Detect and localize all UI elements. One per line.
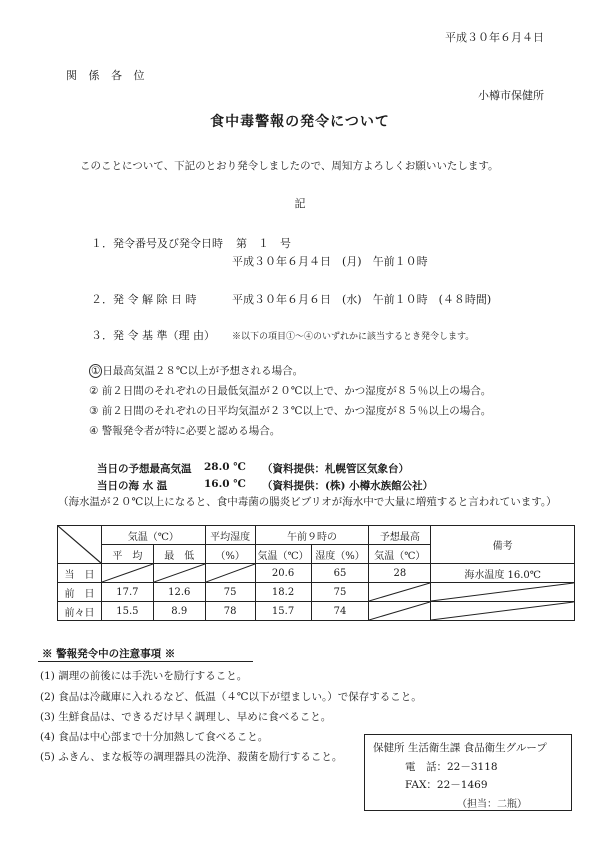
criterion-number: ③ bbox=[89, 405, 99, 417]
sea-temp-value: 16.0 ℃ bbox=[204, 478, 246, 490]
addressee: 関 係 各 位 bbox=[66, 69, 149, 82]
cell-nine-humidity: 65 bbox=[311, 564, 369, 583]
contact-dept: 保健所 生活衛生課 食品衛生グループ bbox=[373, 742, 547, 754]
table-row bbox=[58, 583, 575, 602]
row-label: 当 日 bbox=[58, 564, 102, 583]
header-avg-humidity-unit: （%） bbox=[205, 545, 255, 564]
caution-heading: ※ 警報発令中の注意事項 ※ bbox=[42, 648, 176, 660]
empty-cell bbox=[431, 602, 575, 621]
cell-temp-avg: 15.5 bbox=[101, 602, 153, 621]
corner-cell bbox=[58, 526, 102, 564]
cell-temp-min: 8.9 bbox=[153, 602, 205, 621]
criterion-3 bbox=[89, 403, 491, 418]
section3-label: ３．発 令 基 準（理 由） bbox=[91, 329, 215, 342]
diagonal-line bbox=[58, 526, 101, 563]
document-date: 平成３０年６月４日 bbox=[445, 31, 544, 44]
cell-forecast-max: 28 bbox=[369, 564, 431, 583]
cell-temp-avg: 17.7 bbox=[101, 583, 153, 602]
header-nine-am: 午前９時の bbox=[255, 526, 369, 545]
forecast-max-temp-value: 28.0 ℃ bbox=[204, 461, 246, 473]
cell-nine-humidity: 74 bbox=[311, 602, 369, 621]
header-nine-temp: 気温（℃） bbox=[255, 545, 311, 564]
contact-staff: （担当：二瓶） bbox=[457, 799, 527, 810]
sea-temp-label: 当日の海 水 温 bbox=[97, 480, 168, 492]
forecast-max-temp-label: 当日の予想最高気温 bbox=[97, 463, 192, 475]
criteria-note: ※以下の項目①～④のいずれかに該当するとき発令します。 bbox=[232, 332, 475, 342]
forecast-max-temp-source: （資料提供：札幌管区気象台） bbox=[262, 463, 409, 475]
criterion-text: 前２日間のそれぞれの日平均気温が２３℃以上で、かつ湿度が８５％以上の場合。 bbox=[101, 405, 492, 417]
caution-item-2: (2) 食品は冷蔵庫に入れるなど、低温（４℃以下が望ましい。）で保存すること。 bbox=[40, 691, 422, 703]
empty-cell bbox=[205, 564, 255, 583]
caution-item-4: (4) 食品は中心部まで十分加熱して食べること。 bbox=[40, 731, 269, 743]
contact-fax: FAX：22－1469 bbox=[405, 779, 488, 791]
ki-heading: 記 bbox=[294, 197, 306, 210]
order-datetime: 平成３０年６月４日 (月) 午前１０時 bbox=[232, 255, 428, 268]
weather-table bbox=[57, 525, 575, 621]
cell-nine-temp: 20.6 bbox=[255, 564, 311, 583]
caution-item-1: (1) 調理の前後には手洗いを励行すること。 bbox=[40, 670, 248, 682]
empty-cell bbox=[369, 583, 431, 602]
criterion-text: 警報発令者が特に必要と認める場合。 bbox=[101, 425, 281, 437]
sea-temp-source: （資料提供：(株) 小樽水族館公社） bbox=[262, 480, 434, 492]
caution-underline bbox=[38, 661, 253, 662]
criterion-number: ① bbox=[91, 365, 101, 377]
section1-label: １．発令番号及び発令日時 bbox=[91, 237, 223, 250]
criterion-2 bbox=[89, 383, 491, 398]
row-label: 前々日 bbox=[58, 602, 102, 621]
criterion-number: ② bbox=[89, 385, 99, 397]
row-label: 前 日 bbox=[58, 583, 102, 602]
cell-temp-min: 12.6 bbox=[153, 583, 205, 602]
criterion-4 bbox=[89, 423, 280, 438]
criterion-1 bbox=[89, 363, 303, 378]
caution-item-3: (3) 生鮮食品は、できるだけ早く調理し、早めに食べること。 bbox=[40, 711, 332, 723]
cell-nine-temp: 15.7 bbox=[255, 602, 311, 621]
contact-box bbox=[364, 734, 572, 811]
contact-tel: 電 話：22－3118 bbox=[405, 761, 498, 773]
header-forecast-max-unit: 気温（℃） bbox=[369, 545, 431, 564]
cell-remarks: 海水温度 16.0℃ bbox=[431, 564, 575, 583]
section2-label: ２．発 令 解 除 日 時 bbox=[91, 293, 197, 306]
empty-cell bbox=[431, 583, 575, 602]
header-remarks: 備考 bbox=[431, 526, 575, 564]
document-title: 食中毒警報の発令について bbox=[210, 114, 390, 130]
table-row bbox=[58, 602, 575, 621]
criterion-text: 前２日間のそれぞれの日最低気温が２０℃以上で、かつ湿度が８５％以上の場合。 bbox=[101, 385, 492, 397]
empty-cell bbox=[153, 564, 205, 583]
table-row bbox=[58, 564, 575, 583]
intro-text: このことについて、下記のとおり発令しましたので、周知方よろしくお願いいたします。 bbox=[80, 160, 499, 172]
caution-item-5: (5) ふきん、まな板等の調理器具の洗浄、殺菌を励行すること。 bbox=[40, 751, 343, 763]
criterion-text: 日最高気温２８℃以上が予想される場合。 bbox=[102, 365, 304, 377]
order-number: 第 １ 号 bbox=[236, 237, 291, 250]
sea-temp-note: （海水温が２０℃以上になると、食中毒菌の腸炎ビブリオが海水中で大量に増殖すると言われています。） bbox=[58, 496, 557, 508]
table-header-row bbox=[58, 526, 575, 545]
cell-avg-humidity: 75 bbox=[205, 583, 255, 602]
cell-nine-temp: 18.2 bbox=[255, 583, 311, 602]
header-forecast-max: 予想最高 bbox=[369, 526, 431, 545]
sender: 小樽市保健所 bbox=[478, 89, 544, 102]
release-datetime: 平成３０年６月６日 (水) 午前１０時 (４８時間) bbox=[232, 293, 492, 306]
header-avg-humidity: 平均湿度 bbox=[205, 526, 255, 545]
cell-nine-humidity: 75 bbox=[311, 583, 369, 602]
header-nine-humidity: 湿度（%） bbox=[311, 545, 369, 564]
empty-cell bbox=[369, 602, 431, 621]
cell-avg-humidity: 78 bbox=[205, 602, 255, 621]
empty-cell bbox=[101, 564, 153, 583]
header-temp-min: 最 低 bbox=[153, 545, 205, 564]
criterion-number: ④ bbox=[89, 425, 99, 437]
header-temp-avg: 平 均 bbox=[101, 545, 153, 564]
header-temp: 気温（℃） bbox=[101, 526, 205, 545]
